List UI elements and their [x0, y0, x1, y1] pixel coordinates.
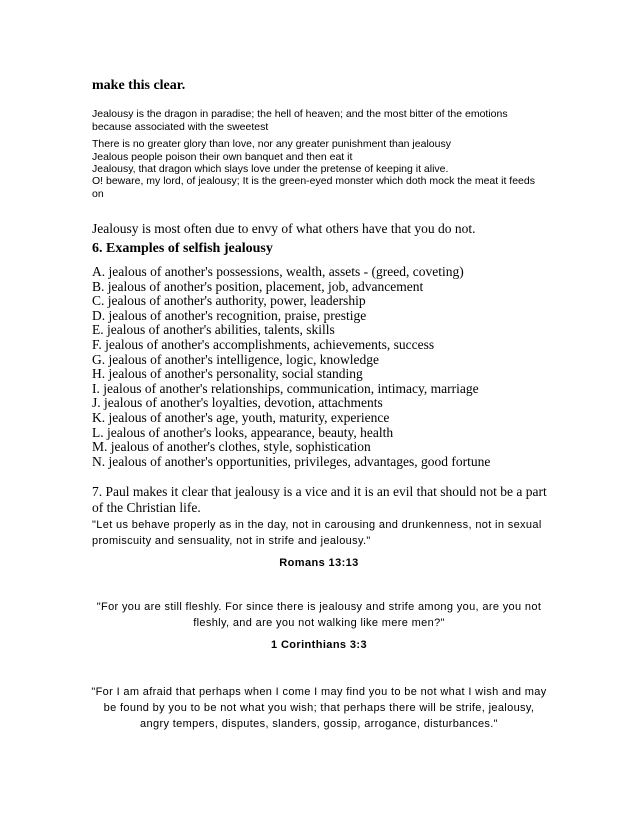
section-7-text: 7. Paul makes it clear that jealousy is a vice and it is an evil that should not be a part of the Christian life. — [92, 484, 547, 515]
verse-fear-text: "For I am afraid that perhaps when I come I may find you to be not what I wish and may be found by you to be not what you wish; that perhaps there will be strife, jealousy, angry tempers, disputes, slanders, gossip, arrogance, disturbances." — [91, 686, 547, 730]
list-item: J. jealous of another's loyalties, devotion, attachments — [92, 395, 383, 411]
jealousy-quote-3: Jealous people poison their own banquet and then eat it — [92, 151, 353, 163]
list-item: M. jealous of another's clothes, style, sophistication — [92, 439, 371, 455]
list-item: E. jealous of another's abilities, talents, skills — [92, 322, 335, 338]
section-heading-make-clear: make this clear. — [92, 78, 186, 93]
list-item: A. jealous of another's possessions, wealth, assets - (greed, coveting) — [92, 264, 464, 279]
examples-list — [92, 265, 490, 469]
verse-corinthians-text: "For you are still fleshly. For since there is jealousy and strife among you, are you not fleshly, and are you not walking like mere men?" — [96, 601, 542, 629]
section-6-heading: 6. Examples of selfish jealousy — [92, 241, 273, 256]
jealousy-quote-5: O! beware, my lord, of jealousy; It is the green-eyed monster which doth mock the meat it feeds on — [92, 175, 535, 200]
list-item: F. jealous of another's accomplishments, achievements, success — [92, 336, 435, 352]
list-item: G. jealous of another's intelligence, logic, knowledge — [92, 351, 379, 367]
verse-corinthians-reference: 1 Corinthians 3:3 — [270, 639, 368, 651]
envy-statement: Jealousy is most often due to envy of what others have that you do not. — [92, 221, 476, 236]
list-item: I. jealous of another's relationships, communication, intimacy, marriage — [92, 380, 479, 396]
jealousy-quote-4: Jealousy, that dragon which slays love under the pretense of keeping it alive. — [92, 163, 449, 175]
list-item: B. jealous of another's position, placement, job, advancement — [92, 278, 424, 294]
verse-romans-reference: Romans 13:13 — [279, 557, 359, 569]
jealousy-quote-1: Jealousy is the dragon in paradise; the hell of heaven; and the most bitter of the emotions because associated with the sweetest — [92, 108, 508, 133]
list-item: L. jealous of another's looks, appearance, beauty, health — [92, 424, 394, 440]
jealousy-quote-2: There is no greater glory than love, nor any greater punishment than jealousy — [92, 138, 451, 150]
list-item: H. jealous of another's personality, social standing — [92, 366, 363, 382]
list-item: K. jealous of another's age, youth, maturity, experience — [92, 409, 390, 425]
list-item: N. jealous of another's opportunities, privileges, advantages, good fortune — [92, 453, 491, 469]
verse-romans-text: "Let us behave properly as in the day, not in carousing and drunkenness, not in sexual promiscuity and sensuality, not in strife and jealousy." — [92, 519, 542, 547]
list-item: D. jealous of another's recognition, praise, prestige — [92, 307, 367, 323]
list-item: C. jealous of another's authority, power, leadership — [92, 293, 366, 309]
